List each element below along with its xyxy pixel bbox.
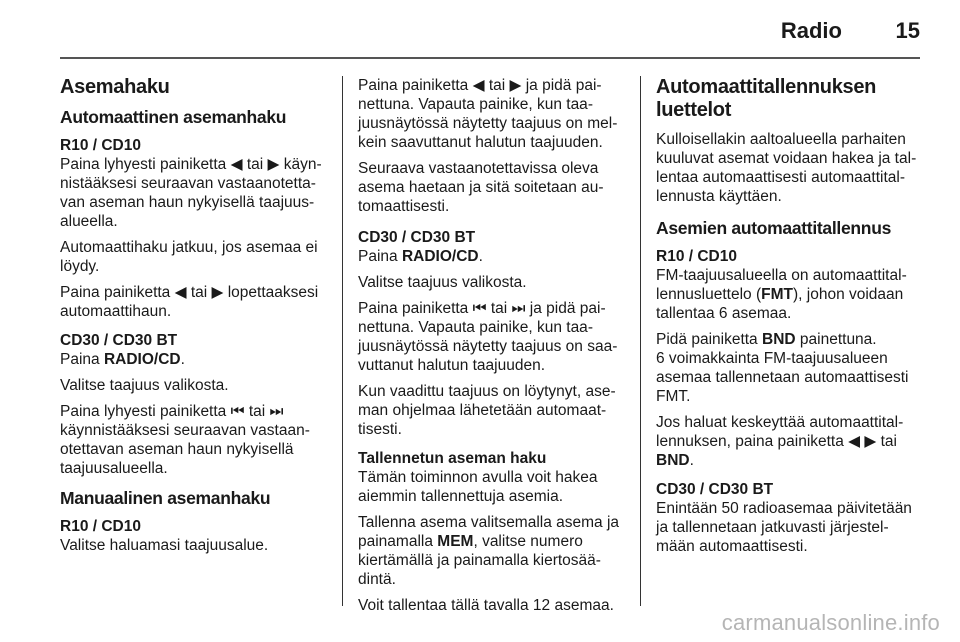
header-rule xyxy=(60,57,920,59)
section-label: Tallennetun aseman haku xyxy=(358,450,547,467)
cd30-block xyxy=(60,331,328,478)
column-3 xyxy=(656,76,922,566)
paragraph: Voit tallentaa tällä tavalla 12 asemaa. xyxy=(358,597,614,614)
column-divider-2 xyxy=(640,76,641,606)
paragraph: Paina lyhyesti painiketta ◀ tai ▶ käynnistääksesi seuraavan vastaanotettavan aseman haun nykyisellä taajuusalueella. xyxy=(60,156,322,230)
paragraph: Seuraava vastaanotettavissa oleva asema haetaan ja sitä soitetaan automaattisesti. xyxy=(358,160,604,215)
model-label: CD30 / CD30 BT xyxy=(656,481,774,498)
paragraph: Paina painiketta ⏮ tai ⏭ ja pidä painettuna. Vapauta painike, kun taajuusnäytössä näytetty taajuus on saavuttanut halutun taajuuden. xyxy=(358,300,618,374)
subsection-heading: Automaattinen asemanhaku xyxy=(60,107,287,127)
cd30-block xyxy=(358,228,626,439)
column-divider-1 xyxy=(342,76,343,606)
page-header xyxy=(60,10,920,58)
paragraph: Paina lyhyesti painiketta ⏮ tai ⏭ käynnistääksesi seuraavan vastaanotettavan aseman haun nykyisellä taajuusalueella. xyxy=(60,403,310,477)
paragraph: Valitse taajuus valikosta. xyxy=(358,274,527,291)
paragraph: Pidä painiketta BND painettuna. xyxy=(656,331,877,348)
paragraph: Paina RADIO/CD. xyxy=(358,248,483,265)
r10-block xyxy=(656,247,922,470)
model-label: R10 / CD10 xyxy=(656,248,737,265)
paragraph: Jos haluat keskeyttää automaattitallennuksen, paina painiketta ◀ ▶ tai BND. xyxy=(656,414,904,469)
paragraph: Kulloisellakin aaltoalueella parhaiten kuuluvat asemat voidaan hakea ja tallentaa automaattisesti automaattitallennusta käyttäen. xyxy=(656,131,917,205)
column-2 xyxy=(358,76,626,625)
model-label: R10 / CD10 xyxy=(60,137,141,154)
paragraph: 6 voimakkainta FM-taajuusalueen asemaa tallennetaan automaattisesti FMT. xyxy=(656,350,909,405)
model-label: CD30 / CD30 BT xyxy=(358,229,476,246)
manual-block xyxy=(60,517,328,555)
page-title: Radio xyxy=(780,18,842,43)
paragraph: Automaattihaku jatkuu, jos asemaa ei löydy. xyxy=(60,239,318,275)
model-label: R10 / CD10 xyxy=(60,518,141,535)
paragraph: Tämän toiminnon avulla voit hakea aiemmin tallennettuja asemia. xyxy=(358,469,598,505)
paragraph: Valitse taajuus valikosta. xyxy=(60,377,229,394)
r10-block xyxy=(60,136,328,321)
subsection-heading: Asemien automaattitallennus xyxy=(656,218,892,238)
section-heading: Asemahaku xyxy=(60,76,170,98)
button-name: RADIO/CD xyxy=(401,248,479,265)
model-label: CD30 / CD30 BT xyxy=(60,332,178,349)
paragraph: Enintään 50 radioasemaa päivitetään ja tallennetaan jatkuvasti järjestelmään automaattisesti. xyxy=(656,500,912,555)
paragraph: Kun vaadittu taajuus on löytynyt, aseman ohjelmaa lähetetään automaattisesti. xyxy=(358,383,616,438)
paragraph: FM-taajuusalueella on automaattitallennusluettelo (FMT), johon voidaan tallentaa 6 asemaa. xyxy=(656,267,907,322)
button-name: FMT xyxy=(761,286,793,303)
paragraph: Paina painiketta ◀ tai ▶ lopettaaksesi automaattihaun. xyxy=(60,284,319,320)
column-1 xyxy=(60,76,328,565)
paragraph: Tallenna asema valitsemalla asema ja painamalla MEM, valitse numero kiertämällä ja painamalla kiertosäädintä. xyxy=(358,514,620,588)
cd30-block xyxy=(656,480,922,556)
button-name: RADIO/CD xyxy=(103,351,181,368)
paragraph: Paina RADIO/CD. xyxy=(60,351,185,368)
subsection-heading: Manuaalinen asemanhaku xyxy=(60,488,271,508)
button-name: BND xyxy=(656,452,690,469)
paragraph: Valitse haluamasi taajuusalue. xyxy=(60,537,269,554)
page-number: 15 xyxy=(895,18,920,43)
button-name: BND xyxy=(762,331,796,348)
section-heading: Automaattitallennuksen luettelot xyxy=(656,76,877,121)
watermark: carmanualsonline.info xyxy=(721,610,940,635)
button-name: MEM xyxy=(437,533,474,550)
stored-station-block xyxy=(358,449,626,615)
paragraph: Paina painiketta ◀ tai ▶ ja pidä painettuna. Vapauta painike, kun taajuusnäytössä näytetty taajuus on melkein saavuttanut halutun taajuuden. xyxy=(358,77,618,151)
